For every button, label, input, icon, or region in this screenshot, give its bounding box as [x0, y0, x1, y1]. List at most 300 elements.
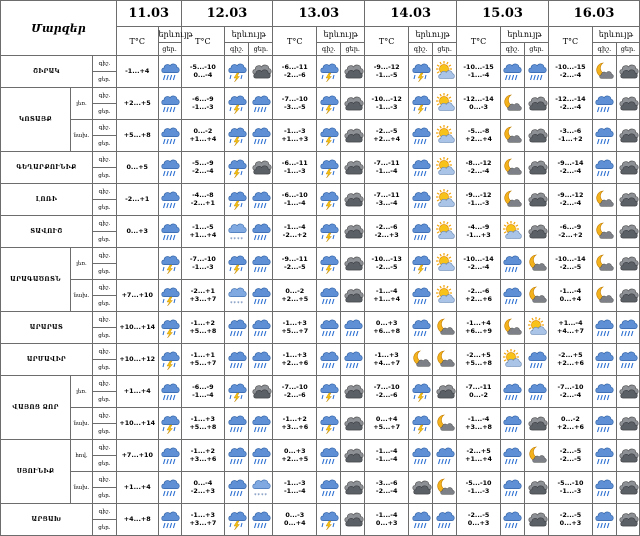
temp-range — [181, 216, 225, 248]
temp-range — [457, 312, 501, 344]
svg-text:*: * — [260, 492, 264, 499]
day-temp: -1...-3 — [467, 198, 490, 207]
rain-icon — [341, 312, 365, 344]
sub-region: նախ. — [71, 472, 93, 504]
day-temp: -1...-4 — [467, 70, 490, 79]
rain-icon — [158, 184, 181, 216]
sub-region: նախ. — [71, 408, 93, 440]
temp-range — [181, 312, 225, 344]
temp-range — [273, 376, 317, 408]
day-temp: 0...+4 — [559, 294, 582, 303]
temp-range — [365, 440, 409, 472]
temp-value: +1...+4 — [123, 386, 151, 395]
svg-text:*: * — [240, 300, 243, 307]
rain-icon — [317, 344, 341, 376]
rain-icon — [592, 344, 616, 376]
storm-icon — [409, 376, 433, 408]
period-day-label: ցեր. — [92, 392, 116, 408]
rain-icon — [616, 312, 639, 344]
rain-icon — [317, 280, 341, 312]
storm-icon — [225, 152, 249, 184]
day-temp: -1...-4 — [284, 198, 306, 207]
region-name: ՍՅՈՒՆԻՔ — [1, 440, 71, 504]
forecast-row — [1, 248, 640, 264]
night-temp: -5...-8 — [467, 127, 490, 136]
temp-range — [457, 504, 501, 536]
day-temp: +1...+3 — [281, 134, 309, 143]
temp-range — [273, 216, 317, 248]
rain-icon — [500, 504, 524, 536]
temp-range — [457, 184, 501, 216]
night-temp: -1...-5 — [192, 223, 214, 232]
cloud-icon — [616, 280, 639, 312]
temp-range — [365, 184, 409, 216]
period-night-label: գիշ. — [92, 440, 116, 456]
period-night-label: գիշ. — [92, 504, 116, 520]
rain-icon — [249, 216, 273, 248]
day-temp: -1...-3 — [192, 262, 214, 271]
cloud-icon — [616, 248, 639, 280]
period-header: ցեր. — [341, 43, 365, 56]
temp-range — [365, 216, 409, 248]
temp-range — [549, 120, 593, 152]
temp-range — [457, 56, 501, 88]
temp-value: +4...+8 — [123, 514, 151, 523]
night-temp: -1...+3 — [374, 351, 399, 360]
moon-icon — [500, 184, 524, 216]
temp-range — [181, 280, 225, 312]
svg-text:*: * — [240, 236, 243, 243]
sub-region: լեռ. — [71, 248, 93, 280]
day-temp: +3...+6 — [281, 422, 309, 431]
storm-icon — [317, 248, 341, 280]
night-temp: +1...-4 — [558, 319, 583, 328]
region-name: ԼՈՌԻ — [1, 184, 93, 216]
forecast-row — [1, 56, 640, 72]
region-name: ՇԻՐԱԿ — [1, 56, 93, 88]
day-temp: -1...-4 — [375, 454, 398, 463]
night-temp: -8...-12 — [465, 159, 492, 168]
rain-icon — [341, 344, 365, 376]
storm-icon — [409, 56, 433, 88]
temp-range — [365, 344, 409, 376]
day-temp: -2...-4 — [375, 486, 398, 495]
cloud-icon — [341, 120, 365, 152]
day-temp: -2...-6 — [284, 390, 306, 399]
night-temp: -6...-11 — [281, 159, 308, 168]
temp-range — [549, 408, 593, 440]
rain-icon — [500, 472, 524, 504]
rain-icon — [249, 312, 273, 344]
temp-range — [549, 504, 593, 536]
night-temp: -1...-3 — [284, 479, 306, 488]
night-temp: -7...-11 — [373, 191, 400, 200]
rain-icon — [409, 280, 433, 312]
night-temp: -1...-4 — [375, 447, 398, 456]
day-temp: 0...-3 — [469, 102, 488, 111]
temp-range — [181, 440, 225, 472]
temp-range — [549, 88, 593, 120]
cloud-icon — [341, 280, 365, 312]
rain-icon — [249, 408, 273, 440]
cloud-icon — [433, 376, 457, 408]
storm-icon — [317, 56, 341, 88]
day-temp: -1...-3 — [559, 486, 582, 495]
rain-icon — [409, 312, 433, 344]
rain-icon — [158, 120, 181, 152]
night-temp: -1...-4 — [375, 511, 398, 520]
storm-icon — [317, 504, 341, 536]
temp-value: +2...+5 — [123, 98, 151, 107]
rain-icon — [249, 344, 273, 376]
period-day-label: ցեր. — [92, 232, 116, 248]
rain-icon — [592, 408, 616, 440]
moon-icon — [433, 344, 457, 376]
period-day-label: ցեր. — [92, 328, 116, 344]
temp-range — [365, 376, 409, 408]
day-temp: -2...+2 — [282, 230, 307, 239]
temp-header: T°C — [365, 27, 409, 56]
region-name: ԱՐՑԱԽ — [1, 504, 93, 536]
temp-range — [549, 376, 593, 408]
temp-range — [181, 408, 225, 440]
day-temp: 0...-4 — [193, 70, 213, 79]
night-temp: -5...-10 — [465, 479, 492, 488]
temp-range — [365, 472, 409, 504]
region-name: ԱՐԱԳԱԾՈՏՆ — [1, 248, 71, 312]
temp-range — [181, 248, 225, 280]
temp-range — [116, 440, 158, 472]
period-night-label: գիշ. — [92, 120, 116, 136]
night-temp: -7...-10 — [557, 383, 584, 392]
weather-header: երևույթ — [500, 27, 548, 43]
rain-icon — [409, 504, 433, 536]
day-temp: 0...+4 — [284, 518, 306, 527]
svg-text:*: * — [264, 492, 267, 499]
day-temp: +2...+4 — [373, 134, 401, 143]
temp-range — [181, 184, 225, 216]
period-night-label: գիշ. — [92, 152, 116, 168]
night-temp: -6...-10 — [281, 191, 308, 200]
temp-range — [365, 248, 409, 280]
period-day-label: ցեր. — [92, 488, 116, 504]
period-night-label: գիշ. — [92, 408, 116, 424]
moon-icon — [592, 248, 616, 280]
night-temp: -2...+1 — [190, 287, 215, 296]
temp-range — [181, 120, 225, 152]
day-temp: +6...+8 — [373, 326, 401, 335]
temp-range — [181, 152, 225, 184]
day-temp: -2...-5 — [284, 262, 306, 271]
temp-range — [457, 216, 501, 248]
cloud-icon — [341, 56, 365, 88]
night-temp: -5...-10 — [189, 63, 216, 72]
rain-icon — [433, 440, 457, 472]
night-temp: -9...-12 — [557, 191, 584, 200]
temp-range — [116, 376, 158, 408]
day-temp: -1...-3 — [467, 486, 490, 495]
night-temp: -9...-12 — [465, 191, 492, 200]
rain-icon — [409, 152, 433, 184]
day-temp: -2...+1 — [190, 198, 215, 207]
cloud-icon — [525, 408, 549, 440]
night-temp: -3...-6 — [375, 479, 398, 488]
svg-text:*: * — [253, 492, 257, 499]
temp-range — [273, 280, 317, 312]
cloud-icon — [341, 376, 365, 408]
temp-range — [273, 184, 317, 216]
temp-range — [181, 88, 225, 120]
temp-range — [273, 56, 317, 88]
moon-icon — [433, 408, 457, 440]
period-night-label: գիշ. — [92, 88, 116, 104]
night-temp: -4...-8 — [192, 191, 214, 200]
day-temp: -1...+3 — [466, 230, 491, 239]
night-temp: -1...-4 — [559, 287, 582, 296]
temp-value: +5...+8 — [123, 130, 151, 139]
rain-icon — [409, 120, 433, 152]
rain-icon — [500, 440, 524, 472]
day-temp: +1...+4 — [189, 230, 217, 239]
period-day-label: ցեր. — [92, 264, 116, 280]
night-temp: -9...-14 — [557, 159, 584, 168]
period-header: ցեր. — [249, 43, 273, 56]
moon-icon — [500, 88, 524, 120]
night-temp: -1...+3 — [190, 415, 215, 424]
night-temp: 0...-3 — [285, 511, 305, 520]
moon-icon — [592, 184, 616, 216]
temp-range — [273, 248, 317, 280]
sun-icon — [433, 120, 457, 152]
svg-text:*: * — [229, 236, 233, 243]
day-temp: +2...+4 — [465, 134, 492, 143]
day-temp: -2...-5 — [559, 262, 582, 271]
rain-icon — [158, 376, 181, 408]
temp-range — [365, 312, 409, 344]
temp-range — [549, 152, 593, 184]
period-night-label: գիշ. — [92, 280, 116, 296]
forecast-row — [1, 408, 640, 424]
temp-value: +7...+10 — [121, 450, 153, 459]
cloud-icon — [525, 216, 549, 248]
period-header: գիշ. — [225, 43, 249, 56]
snow-icon — [225, 216, 249, 248]
sun-icon — [433, 248, 457, 280]
forecast-row — [1, 280, 640, 296]
weather-header: երևույթ — [409, 27, 457, 43]
temp-range — [116, 88, 158, 120]
rain-icon — [158, 56, 181, 88]
moon-icon — [592, 56, 616, 88]
night-temp: -7...-10 — [281, 95, 308, 104]
night-temp: -2...+5 — [558, 351, 583, 360]
temp-range — [365, 280, 409, 312]
night-temp: -1...+3 — [282, 319, 307, 328]
forecast-row — [1, 184, 640, 200]
moon-icon — [525, 248, 549, 280]
forecast-row — [1, 88, 640, 104]
period-day-label: ցեր. — [92, 520, 116, 536]
night-temp: -2...-5 — [467, 511, 490, 520]
period-header: ցեր. — [525, 43, 549, 56]
sun-icon — [433, 152, 457, 184]
temp-range — [365, 152, 409, 184]
temp-range — [457, 88, 501, 120]
temp-range — [549, 312, 593, 344]
cloud-icon — [616, 504, 639, 536]
cloud-icon — [616, 120, 639, 152]
day-temp: +2...+6 — [557, 422, 584, 431]
period-header: գիշ. — [317, 43, 341, 56]
temp-range — [116, 280, 158, 312]
period-night-label: գիշ. — [92, 248, 116, 264]
temp-range — [273, 88, 317, 120]
night-temp: -10...-13 — [371, 255, 402, 264]
temp-value: -2...+1 — [125, 194, 150, 203]
storm-icon — [317, 216, 341, 248]
storm-icon — [317, 152, 341, 184]
rain-icon — [616, 344, 639, 376]
cloud-icon — [341, 472, 365, 504]
temp-range — [549, 440, 593, 472]
storm-icon — [317, 376, 341, 408]
snow-icon — [249, 472, 273, 504]
cloud-icon — [341, 216, 365, 248]
cloud-icon — [616, 184, 639, 216]
cloud-icon — [249, 56, 273, 88]
storm-icon — [158, 408, 181, 440]
rain-icon — [500, 280, 524, 312]
night-temp: -10...-15 — [463, 63, 494, 72]
sun-icon — [525, 312, 549, 344]
rain-icon — [500, 376, 524, 408]
temp-range — [457, 344, 501, 376]
storm-icon — [225, 376, 249, 408]
temp-range — [365, 56, 409, 88]
night-temp: -7...-10 — [281, 383, 308, 392]
rain-icon — [409, 440, 433, 472]
day-temp: 0...+3 — [467, 518, 490, 527]
cloud-icon — [525, 504, 549, 536]
temp-range — [273, 152, 317, 184]
day-temp: -2...-5 — [559, 454, 582, 463]
temp-range — [116, 152, 158, 184]
night-temp: -2...-5 — [559, 511, 582, 520]
moon-icon — [592, 280, 616, 312]
sun-icon — [433, 56, 457, 88]
night-temp: -2...+5 — [466, 351, 491, 360]
temp-range — [457, 120, 501, 152]
day-temp: -2...+3 — [190, 486, 215, 495]
night-temp: 0...+3 — [375, 319, 398, 328]
period-day-label: ցեր. — [92, 72, 116, 88]
rain-icon — [225, 472, 249, 504]
temp-header: T°C — [457, 27, 501, 56]
cloud-icon — [341, 152, 365, 184]
temp-range — [116, 312, 158, 344]
period-header: ցեր. — [433, 43, 457, 56]
temp-range — [181, 504, 225, 536]
temp-range — [116, 120, 158, 152]
night-temp: -2...+5 — [466, 447, 491, 456]
temp-range — [365, 504, 409, 536]
night-temp: -9...-11 — [281, 255, 308, 264]
rain-icon — [317, 472, 341, 504]
night-temp: -6...-11 — [281, 63, 308, 72]
cloud-icon — [341, 88, 365, 120]
period-day-label: ցեր. — [92, 136, 116, 152]
sun-icon — [433, 280, 457, 312]
day-temp: +1...+4 — [189, 134, 217, 143]
night-temp: 0...+3 — [284, 447, 306, 456]
temp-range — [457, 280, 501, 312]
cloud-icon — [525, 152, 549, 184]
rain-icon — [225, 344, 249, 376]
temp-range — [549, 216, 593, 248]
day-temp: -2...+3 — [374, 230, 399, 239]
day-temp: +5...+7 — [373, 422, 401, 431]
rain-icon — [249, 280, 273, 312]
region-name: ԱՐԱՐԱՏ — [1, 312, 93, 344]
temp-range — [549, 280, 593, 312]
temp-header: T°C — [273, 27, 317, 56]
temp-range — [273, 312, 317, 344]
night-temp: -1...+1 — [190, 351, 215, 360]
day-temp: 0...+3 — [375, 518, 398, 527]
storm-icon — [317, 408, 341, 440]
moon-icon — [592, 216, 616, 248]
regions-header: Մարզեր — [1, 1, 117, 56]
cloud-icon — [341, 184, 365, 216]
temp-range — [116, 504, 158, 536]
temp-range — [273, 344, 317, 376]
period-night-label: գիշ. — [92, 344, 116, 360]
cloud-icon — [616, 216, 639, 248]
forecast-row — [1, 216, 640, 232]
temp-range — [116, 248, 158, 280]
rain-icon — [158, 472, 181, 504]
day-temp: -2...-4 — [467, 262, 490, 271]
temp-header: T°C — [116, 27, 158, 56]
period-day-label: ցեր. — [92, 424, 116, 440]
forecast-row — [1, 440, 640, 456]
svg-text:*: * — [229, 300, 233, 307]
temp-range — [457, 248, 501, 280]
temp-range — [365, 408, 409, 440]
moon-icon — [500, 152, 524, 184]
rain-icon — [525, 376, 549, 408]
night-temp: -1...+3 — [190, 511, 215, 520]
temp-range — [116, 344, 158, 376]
period-day-label: ցեր. — [92, 104, 116, 120]
day-temp: -2...-4 — [467, 166, 490, 175]
snow-icon — [225, 280, 249, 312]
storm-icon — [158, 344, 181, 376]
period-day-label: ցեր. — [92, 200, 116, 216]
night-temp: -3...-6 — [559, 127, 582, 136]
temp-value: +10...+12 — [119, 354, 156, 363]
night-temp: -1...-4 — [284, 223, 306, 232]
night-temp: -6...-9 — [559, 223, 582, 232]
moon-icon — [525, 280, 549, 312]
cloud-icon — [249, 152, 273, 184]
night-temp: -2...-5 — [559, 447, 582, 456]
day-temp: +4...+7 — [373, 358, 401, 367]
temp-range — [116, 56, 158, 88]
rain-icon — [317, 440, 341, 472]
temp-range — [181, 344, 225, 376]
weather-header: երևույթ — [317, 27, 365, 43]
